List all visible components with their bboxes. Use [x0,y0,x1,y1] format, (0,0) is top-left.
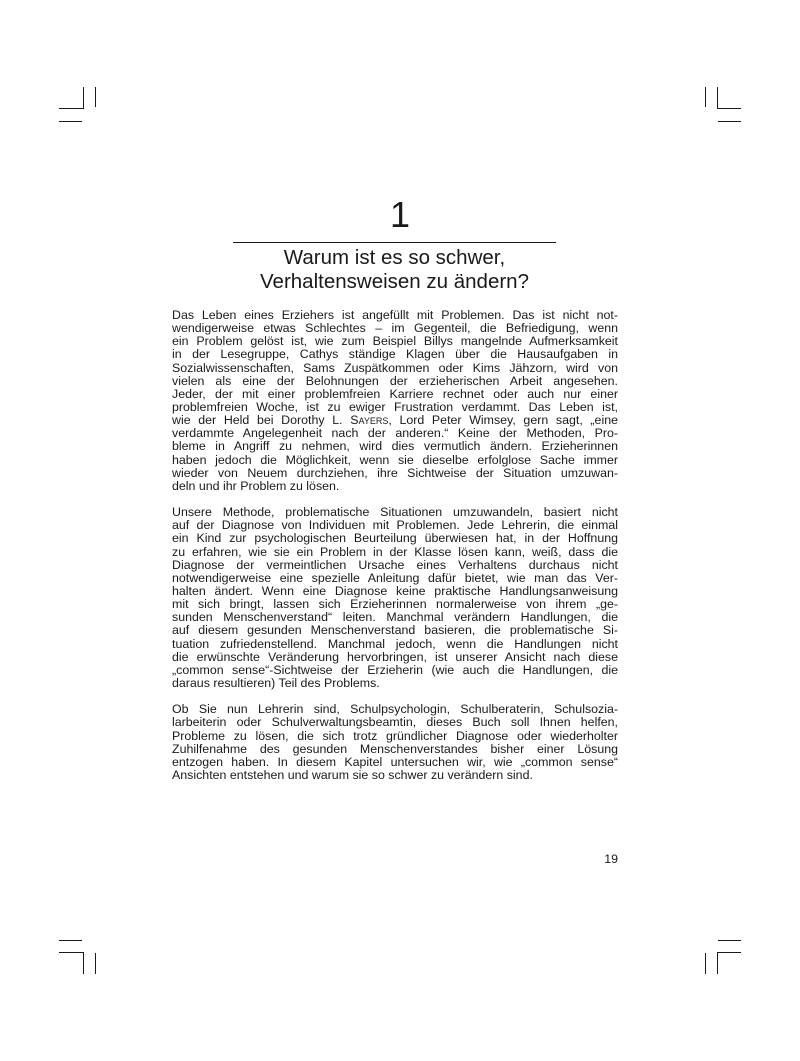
title-divider [233,242,556,243]
text-line: sunden Menschenverstand“ leiten. Manchmal verändern Handlungen, die [172,610,618,625]
crop-mark-bottom-right-h1 [718,940,741,941]
crop-mark-bottom-left-v2 [95,953,96,974]
body-text [172,309,618,795]
crop-mark-bottom-left-h2 [59,952,83,953]
text-segment: wie der Held bei Dorothy L. [172,413,351,428]
crop-mark-bottom-right-v1 [705,953,706,974]
crop-mark-top-right-h1 [717,108,741,109]
text-line: bleme in Angriff zu nehmen, wird dies vermutlich ändern. Erzieherinnen [172,439,618,454]
crop-mark-bottom-left-h1 [59,940,82,941]
text-line: notwendigerweise eine spezielle Anleitung dafür bietet, wie man das Ver- [172,570,618,585]
text-line: Sozialwissenschaften, Sams Zuspätkommen oder Kims Jähzorn, wird von [172,360,618,375]
crop-mark-top-left-h2 [59,121,82,122]
text-line: auf der Diagnose von Individuen mit Problemen. Jede Lehrerin, die einmal [172,518,618,533]
crop-mark-top-right-v2 [717,87,718,109]
crop-mark-top-right-h2 [718,121,741,122]
crop-mark-top-left-v2 [95,87,96,107]
chapter-title [233,246,556,294]
text-segment: , Lord Peter Wimsey, gern sagt, „eine [388,413,618,428]
crop-mark-bottom-right-v2 [717,952,718,974]
text-line: Diagnose der vermeintlichen Ursache eines Verhaltens durchaus nicht [172,557,618,572]
page-number: 19 [604,852,618,866]
paragraph [172,703,618,782]
text-line: Das Leben eines Erziehers ist angefüllt mit Problemen. Das ist nicht not- [172,308,618,322]
text-line: ein Kind zur psychologischen Beurteilung überwiesen hat, in der Hoffnung [172,531,618,546]
text-line: Ansichten entstehen und warum sie so schwer zu verändern sind. [172,767,533,782]
chapter-number: 1 [389,194,411,235]
text-line: tuation zufriedenstellend. Manchmal jedoch, wenn die Handlungen nicht [172,636,618,651]
text-line: zu erfahren, wie sie ein Problem in der Klasse lösen kann, weiß, dass die [172,544,618,559]
text-line: daraus resultieren) Teil des Problems. [172,675,380,690]
text-line: haben jedoch die Möglichkeit, wenn sie dieselbe erfolglose Sache immer [172,452,618,467]
text-line: Ob Sie nun Lehrerin sind, Schulpsychologin, Schulberaterin, Schulsozia- [172,702,618,717]
crop-mark-bottom-right-h2 [717,952,741,953]
text-line: die erwünschte Veränderung hervorbringen, ist unserer Ansicht nach diese [172,649,618,664]
text-line: wieder von Neuem durchziehen, ihre Sichtweise der Situation umzuwan- [172,465,618,480]
text-line: entzogen haben. In diesem Kapitel untersuchen wir, wie „common sense“ [172,754,618,769]
text-line: problemfreien Woche, ist zu ewiger Frustration verdammt. Das Leben ist, [172,399,618,414]
text-line: wendigerweise etwas Schlechtes – im Gegenteil, die Befriedigung, wenn [172,321,618,336]
text-line: deln und ihr Problem zu lösen. [172,478,340,493]
text-line: Jeder, der mit einer problemfreien Karriere rechnet oder auch nur einer [172,386,618,401]
author-name-smallcaps: Sayers [350,413,389,428]
crop-mark-top-left-h1 [59,108,83,109]
crop-mark-top-left-v1 [83,87,84,109]
text-line: Probleme zu lösen, die sich trotz gründlicher Diagnose oder wiederholter [172,728,618,743]
text-line: „common sense“-Sichtweise der Erzieherin (wie auch die Handlungen, die [172,662,618,677]
text-line: ein Problem gelöst ist, wie zum Beispiel Billys mangelnde Aufmerksamkeit [172,334,618,349]
text-line: Zuhilfenahme des gesunden Menschenverstandes bisher einer Lösung [172,741,618,756]
crop-mark-bottom-left-v1 [83,952,84,974]
crop-mark-top-right-v1 [705,87,706,107]
chapter-title-line-2: Verhaltensweisen zu ändern? [260,270,529,293]
text-line: larbeiterin oder Schulverwaltungsbeamtin, dieses Buch soll Ihnen helfen, [172,715,618,730]
text-line: in der Lesegruppe, Cathys ständige Klagen über die Hausaufgaben in [172,347,618,362]
text-line: vielen als eine der Belohnungen der erzieherischen Arbeit angesehen. [172,373,618,388]
text-line: auf diesem gesunden Menschenverstand basieren, die problematische Si- [172,623,618,638]
paragraph [172,309,618,493]
text-line: verdammte Angelegenheit nach der anderen.“ Keine der Methoden, Pro- [172,426,618,441]
text-line: halten ändert. Wenn eine Diagnose keine praktische Handlungsanweisung [172,583,618,598]
text-line: mit sich bringt, lassen sich Erzieherinnen normalerweise von ihrem „ge- [172,597,618,612]
text-line: Unsere Methode, problematische Situationen umzuwandeln, basiert nicht [172,505,618,520]
chapter-title-line-1: Warum ist es so schwer, [283,246,506,269]
paragraph [172,506,618,690]
